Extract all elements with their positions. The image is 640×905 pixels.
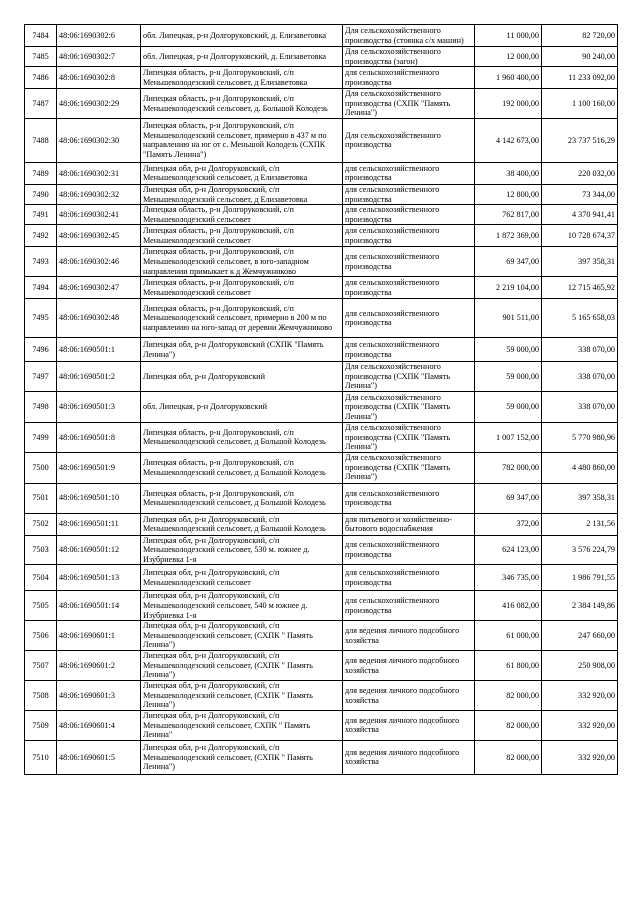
cell-area: 416 082,00 xyxy=(475,591,542,621)
cell-area: 4 142 673,00 xyxy=(475,118,542,162)
cell-row-number: 7500 xyxy=(25,452,57,483)
cell-address: Липецкая область, р-н Долгоруковский, с/п Меньшеколодезский сельсовет, примерно в 437 м по направлению на юг от с. Меньшой Колодезь (СХПК "Память Ленина") xyxy=(141,118,343,162)
table-row xyxy=(25,47,618,67)
table-row xyxy=(25,118,618,162)
cell-cadastral-value: 1 986 791,55 xyxy=(542,565,618,591)
cell-address: Липецкая область, р-н Долгоруковский, с/п Меньшеколодезский сельсовет, в юго-западном направлении примыкает к д Жемчужниково xyxy=(141,247,343,277)
cell-cadastral-value: 2 131,56 xyxy=(542,513,618,535)
cell-area: 82 000,00 xyxy=(475,681,542,711)
cell-cadastral-value: 10 728 674,37 xyxy=(542,225,618,247)
cell-cadastral-value: 397 358,31 xyxy=(542,247,618,277)
cell-address: Липецкая обл, р-н Долгоруковский xyxy=(141,362,343,392)
cell-cadastral-number: 48:06:1690601:4 xyxy=(57,711,141,741)
cell-permitted-use: Для сельскохозяйственного производства (СХПК "Память Ленина") xyxy=(343,422,475,452)
cell-address: Липецкая обл, р-н Долгоруковский, с/п Меньшеколодезский сельсовет, д Елизаветовка xyxy=(141,184,343,204)
table-body xyxy=(25,25,618,775)
cell-cadastral-number: 48:06:1690501:1 xyxy=(57,338,141,362)
table-row xyxy=(25,89,618,119)
cell-row-number: 7492 xyxy=(25,225,57,247)
cell-row-number: 7490 xyxy=(25,184,57,204)
cell-row-number: 7484 xyxy=(25,25,57,47)
cell-cadastral-value: 338 070,00 xyxy=(542,338,618,362)
cell-area: 2 219 104,00 xyxy=(475,277,542,299)
cell-area: 1 007 152,00 xyxy=(475,422,542,452)
cell-row-number: 7508 xyxy=(25,681,57,711)
cell-area: 11 000,00 xyxy=(475,25,542,47)
cell-area: 1 960 400,00 xyxy=(475,67,542,89)
cell-address: обл. Липецкая, р-н Долгоруковский xyxy=(141,391,343,422)
table-row xyxy=(25,711,618,741)
cell-cadastral-number: 48:06:1690501:11 xyxy=(57,513,141,535)
cell-cadastral-number: 48:06:1690302:47 xyxy=(57,277,141,299)
cell-area: 69 347,00 xyxy=(475,483,542,513)
cell-address: Липецкая область, р-н Долгоруковский, с/п Меньшеколодезский сельсовет xyxy=(141,277,343,299)
cell-permitted-use: для ведения личного подсобного хозяйства xyxy=(343,621,475,651)
table-row xyxy=(25,25,618,47)
cell-area: 782 000,00 xyxy=(475,452,542,483)
cell-row-number: 7509 xyxy=(25,711,57,741)
cell-permitted-use: для сельскохозяйственного производства xyxy=(343,225,475,247)
cell-cadastral-number: 48:06:1690302:29 xyxy=(57,89,141,119)
land-registry-table xyxy=(24,24,618,775)
cell-cadastral-number: 48:06:1690302:31 xyxy=(57,162,141,184)
cell-area: 372,00 xyxy=(475,513,542,535)
cell-row-number: 7507 xyxy=(25,651,57,681)
cell-permitted-use: для ведения личного подсобного хозяйства xyxy=(343,681,475,711)
cell-cadastral-value: 82 720,00 xyxy=(542,25,618,47)
cell-permitted-use: для ведения личного подсобного хозяйства xyxy=(343,740,475,774)
cell-address: Липецкая обл, р-н Долгоруковский, с/п Меньшеколодезский сельсовет, д Большой Колодезь xyxy=(141,513,343,535)
table-row xyxy=(25,483,618,513)
cell-row-number: 7498 xyxy=(25,391,57,422)
cell-permitted-use: для сельскохозяйственного производства xyxy=(343,565,475,591)
cell-permitted-use: Для сельскохозяйственного производства (стоянка с/х машин) xyxy=(343,25,475,47)
cell-permitted-use: для сельскохозяйственного производства xyxy=(343,535,475,565)
cell-permitted-use: для ведения личного подсобного хозяйства xyxy=(343,711,475,741)
cell-area: 61 800,00 xyxy=(475,651,542,681)
cell-row-number: 7499 xyxy=(25,422,57,452)
cell-address: Липецкая обл, р-н Долгоруковский, с/п Меньшеколодезский сельсовет xyxy=(141,565,343,591)
cell-cadastral-value: 338 070,00 xyxy=(542,362,618,392)
cell-permitted-use: Для сельскохозяйственного производства (СХПК "Память Ленина") xyxy=(343,391,475,422)
cell-address: Липецкая обл, р-н Долгоруковский (СХПК "Память Ленина") xyxy=(141,338,343,362)
cell-row-number: 7486 xyxy=(25,67,57,89)
cell-address: Липецкая область, р-н Долгоруковский, с/п Меньшеколодезский сельсовет, примерно в 200 м по направлению на юго-запад от деревни Жемчужниково xyxy=(141,299,343,338)
cell-area: 82 000,00 xyxy=(475,740,542,774)
cell-cadastral-number: 48:06:1690302:48 xyxy=(57,299,141,338)
cell-cadastral-value: 3 576 224,79 xyxy=(542,535,618,565)
cell-area: 38 400,00 xyxy=(475,162,542,184)
cell-address: Липецкая обл, р-н Долгоруковский, с/п Меньшеколодезский сельсовет, (СХПК " Память Ленина") xyxy=(141,621,343,651)
cell-row-number: 7510 xyxy=(25,740,57,774)
cell-cadastral-number: 48:06:1690501:9 xyxy=(57,452,141,483)
cell-cadastral-number: 48:06:1690601:5 xyxy=(57,740,141,774)
table-row xyxy=(25,391,618,422)
cell-permitted-use: для сельскохозяйственного производства xyxy=(343,591,475,621)
cell-cadastral-value: 332 920,00 xyxy=(542,681,618,711)
table-row xyxy=(25,621,618,651)
cell-address: Липецкая обл, р-н Долгоруковский, с/п Меньшеколодезский сельсовет, (СХПК " Память Ленина") xyxy=(141,651,343,681)
cell-cadastral-value: 5 770 980,96 xyxy=(542,422,618,452)
cell-address: Липецкая обл, р-н Долгоруковский, с/п Меньшеколодезский сельсовет, 540 м южнее д. Изубриевка 1-я xyxy=(141,591,343,621)
cell-cadastral-number: 48:06:1690302:6 xyxy=(57,25,141,47)
cell-area: 61 000,00 xyxy=(475,621,542,651)
cell-permitted-use: Для сельскохозяйственного производства (СХПК "Память Ленина") xyxy=(343,89,475,119)
table-row xyxy=(25,565,618,591)
cell-cadastral-number: 48:06:1690501:2 xyxy=(57,362,141,392)
cell-permitted-use: Для сельскохозяйственного производства (загон) xyxy=(343,47,475,67)
cell-permitted-use: для сельскохозяйственного производства xyxy=(343,247,475,277)
table-row xyxy=(25,162,618,184)
cell-address: обл. Липецкая, р-н Долгоруковский, д. Елизаветовка xyxy=(141,47,343,67)
cell-cadastral-value: 4 480 860,00 xyxy=(542,452,618,483)
cell-address: Липецкая обл, р-н Долгоруковский, с/п Меньшеколодезский сельсовет, д Елизаветовка xyxy=(141,162,343,184)
cell-cadastral-number: 48:06:1690601:1 xyxy=(57,621,141,651)
cell-area: 59 000,00 xyxy=(475,391,542,422)
cell-row-number: 7488 xyxy=(25,118,57,162)
cell-row-number: 7496 xyxy=(25,338,57,362)
table-row xyxy=(25,513,618,535)
cell-cadastral-number: 48:06:1690302:41 xyxy=(57,205,141,225)
cell-area: 69 347,00 xyxy=(475,247,542,277)
cell-address: Липецкая область, р-н Долгоруковский, с/п Меньшеколодезский сельсовет xyxy=(141,225,343,247)
cell-area: 346 735,00 xyxy=(475,565,542,591)
cell-permitted-use: для сельскохозяйственного производства xyxy=(343,162,475,184)
cell-address: Липецкая область, р-н Долгоруковский, с/п Меньшеколодезский сельсовет, д Большой Колодезь xyxy=(141,483,343,513)
cell-row-number: 7493 xyxy=(25,247,57,277)
cell-cadastral-value: 332 920,00 xyxy=(542,711,618,741)
cell-cadastral-number: 48:06:1690302:7 xyxy=(57,47,141,67)
cell-cadastral-number: 48:06:1690501:10 xyxy=(57,483,141,513)
cell-row-number: 7501 xyxy=(25,483,57,513)
cell-cadastral-value: 247 660,00 xyxy=(542,621,618,651)
cell-permitted-use: для сельскохозяйственного производства xyxy=(343,299,475,338)
cell-cadastral-value: 1 100 160,00 xyxy=(542,89,618,119)
cell-cadastral-number: 48:06:1690501:3 xyxy=(57,391,141,422)
cell-row-number: 7487 xyxy=(25,89,57,119)
cell-permitted-use: для сельскохозяйственного производства xyxy=(343,205,475,225)
cell-address: Липецкая обл, р-н Долгоруковский, с/п Меньшеколодезский сельсовет, 530 м. южнее д. Изубриевка 1-я xyxy=(141,535,343,565)
table-row xyxy=(25,184,618,204)
cell-permitted-use: Для сельскохозяйственного производства (СХПК "Память Ленина") xyxy=(343,452,475,483)
cell-cadastral-number: 48:06:1690601:2 xyxy=(57,651,141,681)
cell-permitted-use: для сельскохозяйственного производства xyxy=(343,483,475,513)
cell-row-number: 7495 xyxy=(25,299,57,338)
table-row xyxy=(25,422,618,452)
cell-cadastral-number: 48:06:1690302:30 xyxy=(57,118,141,162)
cell-row-number: 7505 xyxy=(25,591,57,621)
table-row xyxy=(25,651,618,681)
cell-cadastral-number: 48:06:1690501:14 xyxy=(57,591,141,621)
cell-row-number: 7491 xyxy=(25,205,57,225)
cell-cadastral-value: 5 165 658,03 xyxy=(542,299,618,338)
cell-permitted-use: для ведения личного подсобного хозяйства xyxy=(343,651,475,681)
cell-permitted-use: для питьевого и хозяйственно-бытового водоснабжения xyxy=(343,513,475,535)
table-row xyxy=(25,225,618,247)
table-row xyxy=(25,591,618,621)
table-row xyxy=(25,740,618,774)
cell-area: 901 511,00 xyxy=(475,299,542,338)
table-row xyxy=(25,681,618,711)
cell-cadastral-number: 48:06:1690302:32 xyxy=(57,184,141,204)
cell-area: 762 817,00 xyxy=(475,205,542,225)
cell-cadastral-number: 48:06:1690501:8 xyxy=(57,422,141,452)
cell-cadastral-value: 4 370 941,41 xyxy=(542,205,618,225)
cell-address: обл. Липецкая, р-н Долгоруковский, д. Елизаветовка xyxy=(141,25,343,47)
cell-cadastral-number: 48:06:1690501:12 xyxy=(57,535,141,565)
cell-cadastral-number: 48:06:1690302:8 xyxy=(57,67,141,89)
table-row xyxy=(25,247,618,277)
cell-address: Липецкая обл, р-н Долгоруковский, с/п Меньшеколодезский сельсовет, СХПК " Память Ленина" xyxy=(141,711,343,741)
cell-permitted-use: для сельскохозяйственного производства xyxy=(343,277,475,299)
table-row xyxy=(25,299,618,338)
cell-area: 12 000,00 xyxy=(475,47,542,67)
cell-address: Липецкая область, р-н Долгоруковский, с/п Меньшеколодезский сельсовет, д Елизаветовка xyxy=(141,67,343,89)
cell-area: 192 000,00 xyxy=(475,89,542,119)
cell-address: Липецкая область, р-н Долгоруковский, с/п Меньшеколодезский сельсовет, д. Большой Колодезь xyxy=(141,89,343,119)
table-row xyxy=(25,67,618,89)
cell-cadastral-value: 73 344,00 xyxy=(542,184,618,204)
table-row xyxy=(25,452,618,483)
cell-cadastral-value: 397 358,31 xyxy=(542,483,618,513)
cell-row-number: 7485 xyxy=(25,47,57,67)
cell-cadastral-number: 48:06:1690302:45 xyxy=(57,225,141,247)
cell-cadastral-value: 12 715 465,92 xyxy=(542,277,618,299)
cell-cadastral-value: 90 240,00 xyxy=(542,47,618,67)
cell-cadastral-value: 332 920,00 xyxy=(542,740,618,774)
cell-area: 12 800,00 xyxy=(475,184,542,204)
cell-cadastral-value: 23 737 516,29 xyxy=(542,118,618,162)
cell-row-number: 7503 xyxy=(25,535,57,565)
cell-permitted-use: Для сельскохозяйственного производства (СХПК "Память Ленина") xyxy=(343,362,475,392)
cell-cadastral-value: 11 233 092,00 xyxy=(542,67,618,89)
cell-area: 624 123,00 xyxy=(475,535,542,565)
cell-row-number: 7504 xyxy=(25,565,57,591)
cell-cadastral-value: 2 384 149,86 xyxy=(542,591,618,621)
cell-area: 1 872 369,00 xyxy=(475,225,542,247)
cell-row-number: 7497 xyxy=(25,362,57,392)
cell-row-number: 7502 xyxy=(25,513,57,535)
table-row xyxy=(25,205,618,225)
cell-permitted-use: для сельскохозяйственного производства xyxy=(343,184,475,204)
cell-address: Липецкая область, р-н Долгоруковский, с/п Меньшеколодезский сельсовет xyxy=(141,205,343,225)
cell-address: Липецкая область, р-н Долгоруковский, с/п Меньшеколодезский сельсовет, д Большой Колодезь xyxy=(141,452,343,483)
cell-row-number: 7494 xyxy=(25,277,57,299)
cell-cadastral-value: 338 070,00 xyxy=(542,391,618,422)
cell-row-number: 7489 xyxy=(25,162,57,184)
cell-permitted-use: для сельскохозяйственного производства xyxy=(343,67,475,89)
cell-cadastral-number: 48:06:1690501:13 xyxy=(57,565,141,591)
cell-address: Липецкая обл, р-н Долгоруковский, с/п Меньшеколодезский сельсовет, (СХПК " Память Ленина") xyxy=(141,740,343,774)
cell-permitted-use: для сельскохозяйственного производства xyxy=(343,338,475,362)
cell-cadastral-value: 220 032,00 xyxy=(542,162,618,184)
cell-row-number: 7506 xyxy=(25,621,57,651)
cell-cadastral-value: 250 908,00 xyxy=(542,651,618,681)
cell-area: 82 000,00 xyxy=(475,711,542,741)
cell-area: 59 000,00 xyxy=(475,338,542,362)
table-row xyxy=(25,338,618,362)
cell-cadastral-number: 48:06:1690302:46 xyxy=(57,247,141,277)
cell-cadastral-number: 48:06:1690601:3 xyxy=(57,681,141,711)
cell-address: Липецкая область, р-н Долгоруковский, с/п Меньшеколодезский сельсовет, д Большой Колодезь xyxy=(141,422,343,452)
cell-permitted-use: Для сельскохозяйственного производства xyxy=(343,118,475,162)
table-row xyxy=(25,362,618,392)
table-row xyxy=(25,535,618,565)
table-row xyxy=(25,277,618,299)
cell-address: Липецкая обл, р-н Долгоруковский, с/п Меньшеколодезский сельсовет, (СХПК " Память Ленина") xyxy=(141,681,343,711)
cell-area: 59 000,00 xyxy=(475,362,542,392)
